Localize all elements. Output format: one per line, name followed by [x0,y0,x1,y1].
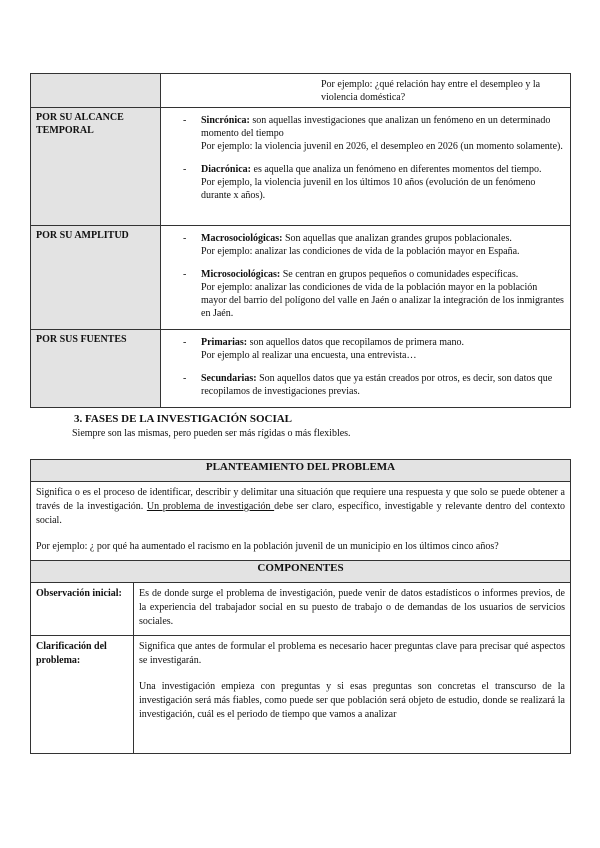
example-text: Por ejemplo: la violencia juvenil en 2026, el desempleo en 2026 (un momento solamente). [201,141,563,152]
example-text: Por ejemplo, la violencia juvenil en los últimos 10 años (evolución de un fenómeno durante x años). [201,177,536,201]
table-header: PLANTEAMIENTO DEL PROBLEMA [31,460,571,482]
table-row [31,636,571,754]
list-item [183,232,564,258]
list-item [183,163,564,202]
dash-bullet: - [183,164,187,175]
definition: son aquellos datos que recopilamos de primera mano. [247,337,464,348]
table-row [31,583,571,636]
table-row [31,74,571,108]
underlined-phrase: Un problema de investigación [146,501,275,512]
component-text: Significa que antes de formular el problema es necesario hacer preguntas clave para precisar qué aspectos se investigarán. [139,641,565,666]
component-label: Clarificación del problema: [31,636,134,754]
row-label: POR SU ALCANCE TEMPORAL [31,108,161,226]
section-subtitle: Siempre son las mismas, pero pueden ser más rígidas o más flexibles. [72,428,351,439]
component-text: Es de donde surge el problema de investigación, puede venir de datos estadísticos o informes previos, de la experiencia del trabajador social en su puesto de trabajo o de demandas de los usuarios de servicios sociales. [139,588,565,627]
list-item [183,372,564,398]
term: Secundarias: [201,373,257,384]
definition-paragraph: Significa o es el proceso de identificar, describir y delimitar una situación que requiere una respuesta y que solo se puede obtener a través de la investigación. Un problema de investigación debe ser claro, específico, investigable y relevante dentro del contexto social. [36,487,566,526]
definition: son aquellas investigaciones que analizan un fenómeno en un determinado momento del tiempo [201,115,551,139]
term: Sincrónica: [201,115,250,126]
definition: Son aquellos datos que ya están creados por otros, es decir, son datos que recopilamos de investigaciones previas. [201,373,553,397]
top-row-example: Por ejemplo: ¿qué relación hay entre el desempleo y la violencia doméstica? [161,74,571,108]
term: Diacrónica: [201,164,251,175]
list-item [183,268,564,320]
dash-bullet: - [183,269,187,280]
example-paragraph: Por ejemplo: ¿ por qué ha aumentado el racismo en la población juvenil de un municipio en los últimos cinco años? [36,541,499,552]
definition: Se centran en grupos pequeños o comunidades específicas. [280,269,519,280]
classification-table [30,73,571,408]
dash-bullet: - [183,337,187,348]
table-row [31,330,571,408]
example-text: Por ejemplo al realizar una encuesta, una entrevista… [201,350,417,361]
section-title: 3. FASES DE LA INVESTIGACIÓN SOCIAL [74,413,293,425]
table-row [31,226,571,330]
components-header: COMPONENTES [31,561,571,583]
definition: Son aquellas que analizan grandes grupos poblacionales. [282,233,512,244]
problem-statement-table [30,459,571,754]
list-item [183,114,564,153]
term: Microsociológicas: [201,269,281,280]
row-label: POR SU AMPLITUD [31,226,161,330]
component-label: Observación inicial: [31,583,134,636]
empty-label-cell [31,74,161,108]
definition: es aquella que analiza un fenómeno en diferentes momentos del tiempo. [251,164,542,175]
row-label: POR SUS FUENTES [31,330,161,408]
example-text: Por ejemplo: analizar las condiciones de vida de la población mayor en España. [201,246,520,257]
table-row [31,108,571,226]
term: Macrosociológicas: [201,233,283,244]
component-text: Una investigación empieza con preguntas y si esas preguntas son concretas el transcurso de la investigación será más fiables, como puede ser que población será objeto de estudio, donde se realizará la investigación, cuál es el periodo de tiempo que vamos a analizar [139,681,565,720]
dash-bullet: - [183,233,187,244]
dash-bullet: - [183,115,187,126]
list-item [183,336,564,362]
dash-bullet: - [183,373,187,384]
term: Primarias: [201,337,248,348]
example-text: Por ejemplo: analizar las condiciones de vida de la población mayor en la población mayor del barrio del polígono del valle en Jaén o analizar la integración de los inmigrantes en Jaén. [201,282,564,319]
